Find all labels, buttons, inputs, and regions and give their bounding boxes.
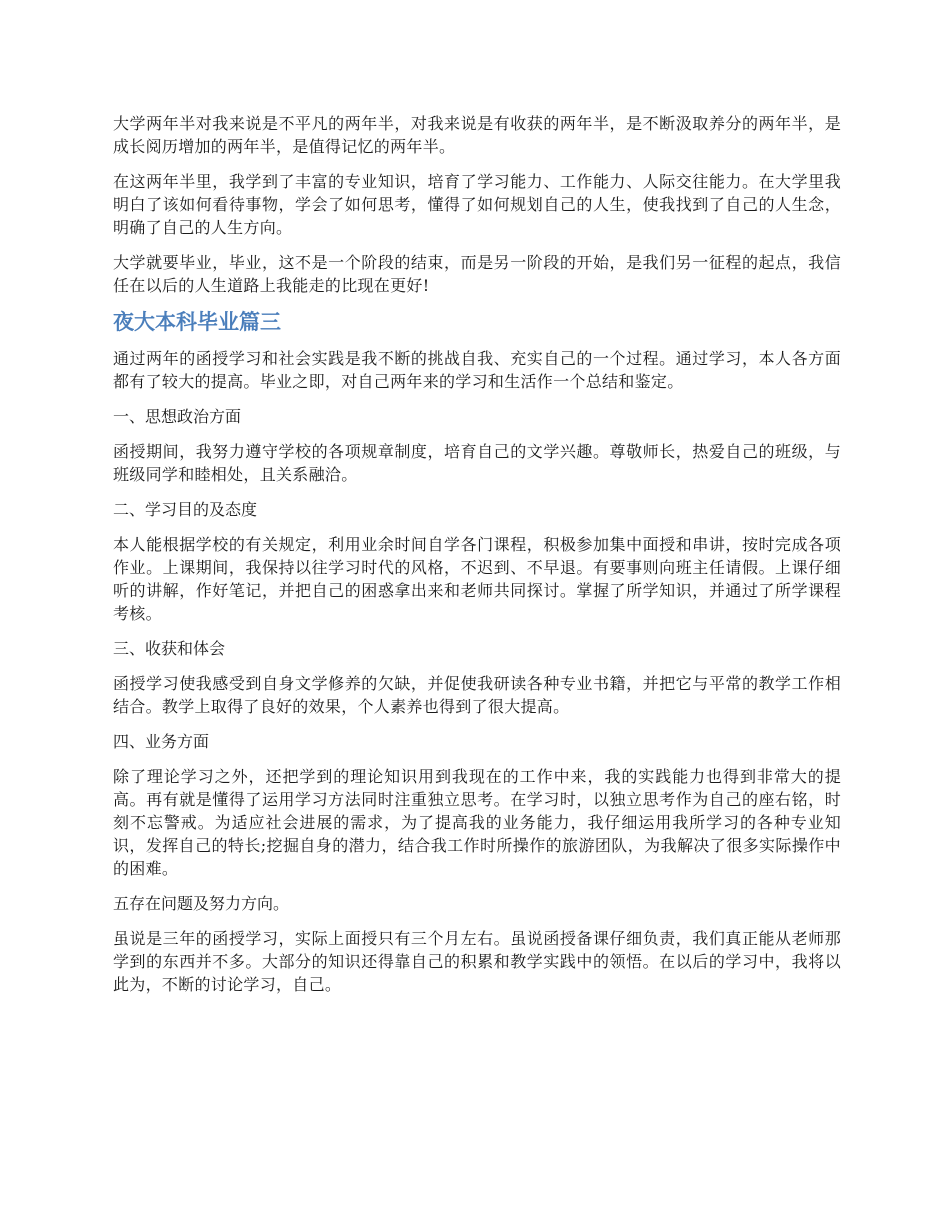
subsection-heading-study-attitude: 二、学习目的及态度 <box>113 500 258 519</box>
section-intro: 通过两年的函授学习和社会实践是我不断的挑战自我、充实自己的一个过程。通过学习，本人各方面都有了较大的提高。毕业之即，对自己两年来的学习和生活作一个总结和鉴定。 <box>113 349 841 391</box>
subsection-heading-business: 四、业务方面 <box>113 732 210 751</box>
subsection-body-politics: 函授期间，我努力遵守学校的各项规章制度，培育自己的文学兴趣。尊敬师长，热爱自己的班级，与班级同学和睦相处，且关系融洽。 <box>113 442 841 484</box>
subsection-heading-problems: 五存在问题及努力方向。 <box>113 894 290 913</box>
section-title: 夜大本科毕业篇三 <box>113 310 281 334</box>
subsection-body-business: 除了理论学习之外，还把学到的理论知识用到我现在的工作中来，我的实践能力也得到非常大的提高。再有就是懂得了运用学习方法同时注重独立思考。在学习时，以独立思考作为自己的座右铭，时刻不忘警戒。为适应社会进展的需求，为了提高我的业务能力，我仔细运用我所学习的各种专业知识，发挥自己的特长;挖掘自身的潜力，结合我工作时所操作的旅游团队，为我解决了很多实际操作中的困难。 <box>113 767 841 878</box>
subsection-body-problems: 虽说是三年的函授学习，实际上面授只有三个月左右。虽说函授备课仔细负责，我们真正能从老师那学到的东西并不多。大部分的知识还得靠自己的积累和教学实践中的领悟。在以后的学习中，我将以此为，不断的讨论学习，自己。 <box>113 929 841 994</box>
subsection-body-gains: 函授学习使我感受到自身文学修养的欠缺，并促使我研读各种专业书籍，并把它与平常的教学工作相结合。教学上取得了良好的效果，个人素养也得到了很大提高。 <box>113 674 841 716</box>
subsection-heading-politics: 一、思想政治方面 <box>113 407 242 426</box>
intro-paragraph-3: 大学就要毕业，毕业，这不是一个阶段的结束，而是另一阶段的开始，是我们另一征程的起点，我信任在以后的人生道路上我能走的比现在更好! <box>113 253 841 295</box>
document-page <box>113 112 841 1008</box>
subsection-body-study-attitude: 本人能根据学校的有关规定，利用业余时间自学各门课程，积极参加集中面授和串讲，按时完成各项作业。上课期间，我保持以往学习时代的风格，不迟到、不早退。有要事则向班主任请假。上课仔细听的讲解，作好笔记，并把自己的困惑拿出来和老师共同探讨。掌握了所学知识，并通过了所学课程考核。 <box>113 535 841 623</box>
subsection-heading-gains: 三、收获和体会 <box>113 639 226 658</box>
intro-paragraph-1: 大学两年半对我来说是不平凡的两年半，对我来说是有收获的两年半，是不断汲取养分的两年半，是成长阅历增加的两年半，是值得记忆的两年半。 <box>113 114 841 156</box>
intro-paragraph-2: 在这两年半里，我学到了丰富的专业知识，培育了学习能力、工作能力、人际交往能力。在大学里我明白了该如何看待事物，学会了如何思考，懂得了如何规划自己的人生，使我找到了自己的人生念，明确了自己的人生方向。 <box>113 172 841 237</box>
